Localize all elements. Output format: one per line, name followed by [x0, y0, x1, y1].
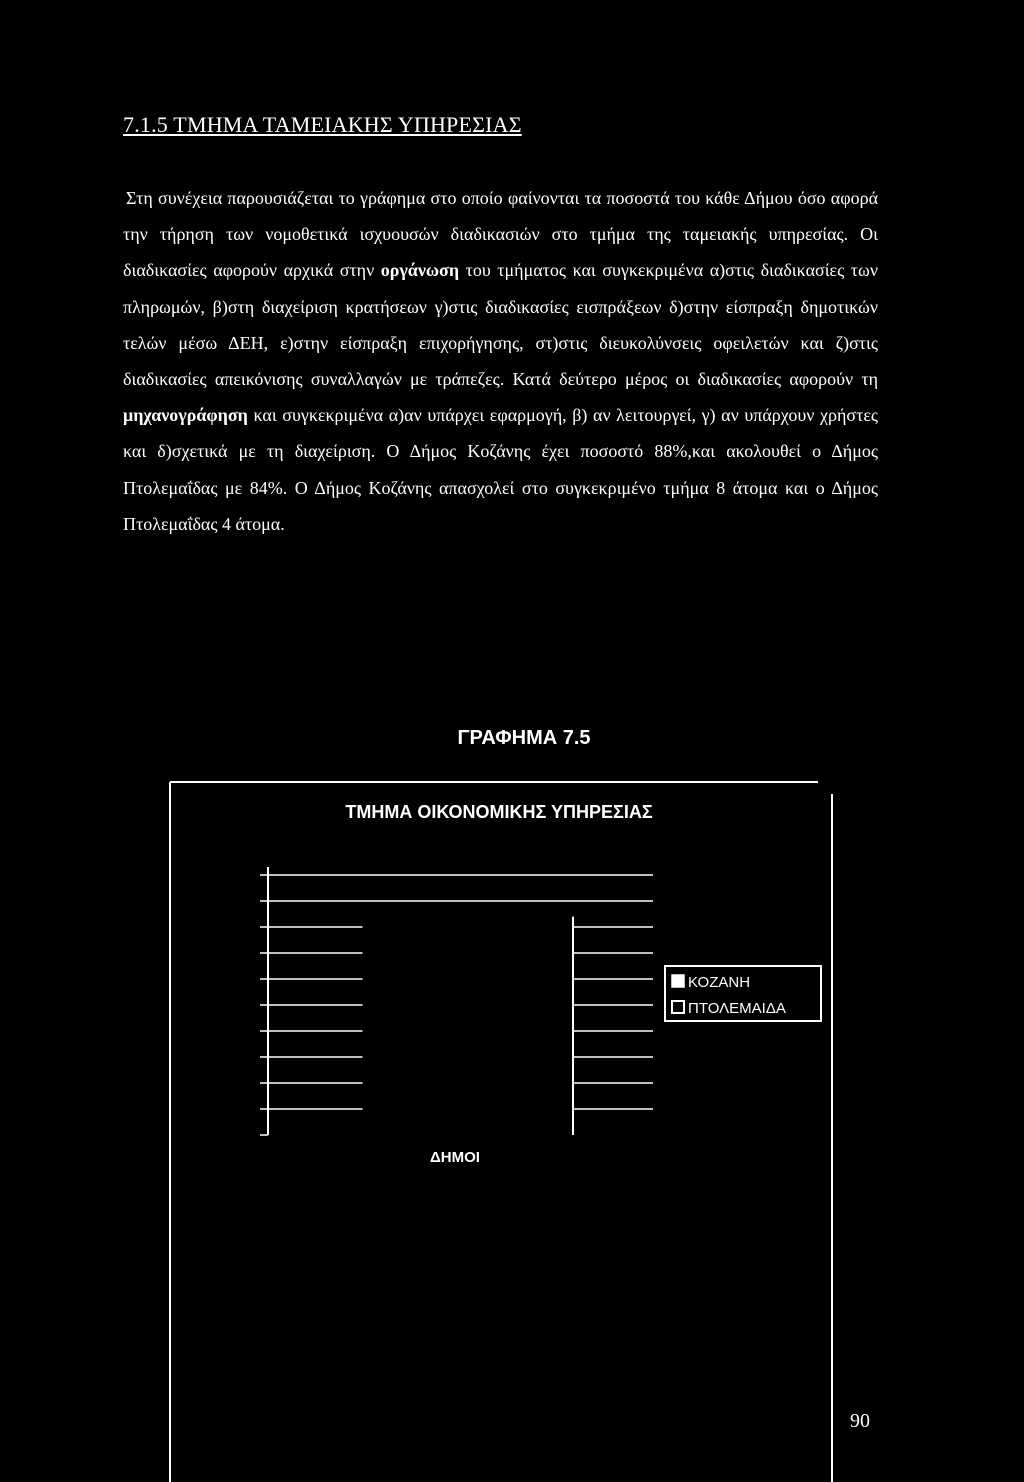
chart-legend — [665, 966, 821, 1021]
paragraph-text-3: και συγκεκριμένα α)αν υπάρχει εφαρμογή, β) αν λειτουργεί, γ) αν υπάρχουν χρήστες και δ)σχετικά με τη διαχείριση. Ο Δήμος Κοζάνης έχει ποσοστό 88%,και ακολουθεί ο Δήμος Πτολεμαΐδας με 84%. Ο Δήμος Κοζάνης απασχολεί στο συγκεκριμένο τμήμα 8 άτομα και ο Δήμος Πτολεμαΐδας 4 άτομα. — [123, 405, 878, 534]
chart-title: ΤΜΗΜΑ ΟΙΚΟΝΟΜΙΚΗΣ ΥΠΗΡΕΣΙΑΣ — [345, 802, 653, 822]
bold-term-computerisation: μηχανογράφηση — [123, 405, 248, 426]
paragraph-text-1: Στη συνέχεια παρουσιάζεται το γράφημα στο οποίο φαίνονται τα ποσοστά του κάθε Δήμου όσο αφορά την τήρηση των νομοθετικά ισχυουσών διαδικασιών στο τμήμα της ταμειακής υπηρεσίας. Οι διαδικασίες αφορούν αρχικά στην — [123, 188, 878, 281]
legend-swatch-kozani — [672, 975, 684, 987]
legend-label-ptolemaida: ΠΤΟΛΕΜΑΙΔΑ — [688, 1000, 786, 1017]
paragraph-text-2: του τμήματος και συγκεκριμένα α)στις διαδικασίες των πληρωμών, β)στη διαχείριση κρατήσεων γ)στις διαδικασίες εισπράξεων δ)στην είσπραξη δημοτικών τελών μέσω ΔΕΗ, ε)στην είσπραξη επιχορήγησης, στ)στις διευκολύνσεις οφειλετών και ζ)στις διαδικασίες απεικόνισης συναλλαγών με τράπεζες. Κατά δεύτερο μέρος οι διαδικασίες αφορούν τη — [123, 260, 878, 390]
figure-caption: ΓΡΑΦΗΜΑ 7.5 — [457, 727, 591, 749]
bar-chart — [168, 780, 834, 1482]
bold-term-organisation: οργάνωση — [380, 260, 460, 281]
bar-kozani — [363, 906, 468, 1135]
section-heading: 7.1.5 ΤΜΗΜΑ ΤΑΜΕΙΑΚΗΣ ΥΠΗΡΕΣΙΑΣ — [123, 112, 522, 137]
plot-area — [260, 867, 653, 1135]
page-number: 90 — [850, 1410, 870, 1432]
legend-label-kozani: ΚΟΖΑΝΗ — [688, 974, 751, 991]
x-axis-label: ΔΗΜΟΙ — [430, 1149, 480, 1166]
legend-swatch-ptolemaida — [672, 1001, 684, 1013]
body-paragraph — [123, 180, 878, 542]
bar-ptolemaida — [468, 917, 573, 1135]
